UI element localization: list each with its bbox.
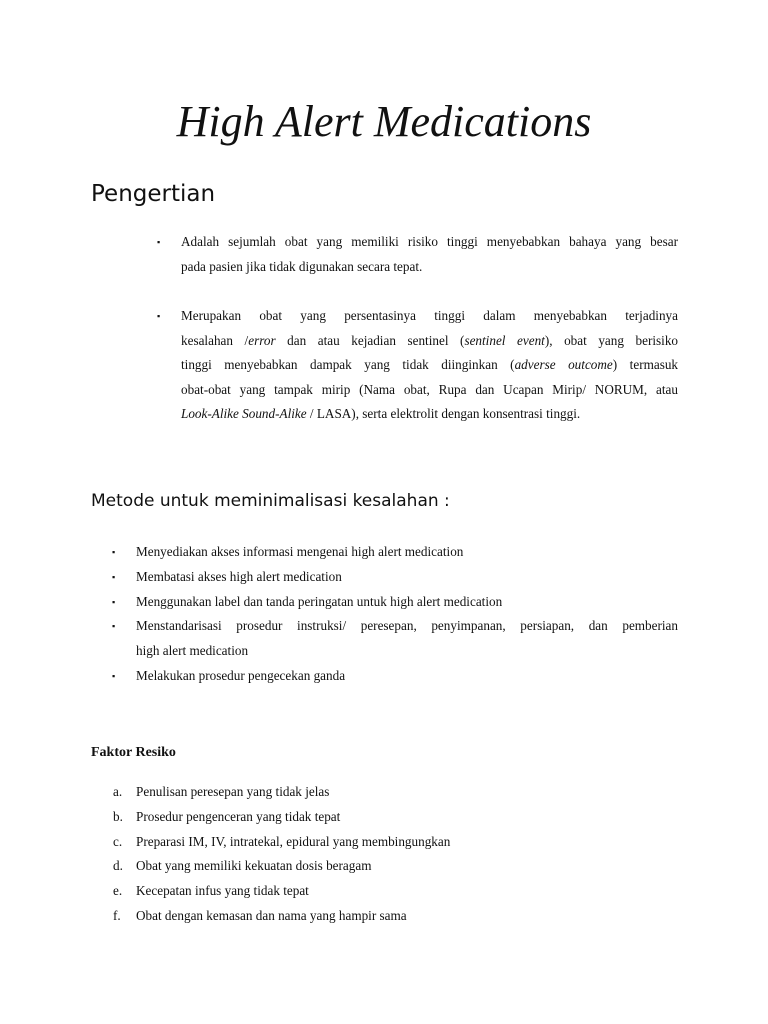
text-line: Adalah sejumlah obat yang memiliki risiko tinggi menyebabkan bahaya yang besar: [181, 234, 678, 249]
list-item-text: high alert medication: [136, 643, 249, 659]
list-item-text: Obat dengan kemasan dan nama yang hampir sama: [136, 907, 407, 923]
list-marker: c.: [113, 833, 123, 849]
list-item: [113, 780, 673, 805]
section-heading-pengertian: Pengertian: [91, 181, 216, 207]
definition-item: [157, 304, 679, 427]
list-marker: a.: [113, 784, 123, 799]
definition-item: [157, 230, 678, 279]
list-item: [112, 565, 678, 590]
list-item: [113, 830, 673, 855]
text-line: obat-obat yang tampak mirip (Nama obat, Rupa dan Ucapan Mirip/ NORUM, atau: [181, 381, 678, 397]
list-marker: f.: [113, 907, 121, 923]
text-run: ), obat yang berisiko: [544, 332, 679, 348]
list-item-text: Obat yang memiliki kekuatan dosis beragam: [136, 858, 372, 874]
square-bullet-icon: ▪: [157, 237, 161, 247]
list-item: [113, 904, 673, 929]
list-item-text: Prosedur pengenceran yang tidak tepat: [136, 808, 341, 824]
faktor-list: [113, 780, 673, 929]
square-bullet-icon: ▪: [112, 596, 116, 607]
section-heading-faktor: Faktor Resiko: [91, 745, 176, 760]
list-item-text: Menstandarisasi prosedur instruksi/ peresepan, penyimpanan, persiapan, dan pemberian: [136, 618, 678, 634]
square-bullet-icon: ▪: [112, 621, 116, 632]
text-run: ) termasuk: [612, 357, 679, 373]
list-item: [113, 854, 673, 879]
text-line: [181, 353, 678, 378]
section-heading-metode: Metode untuk meminimalisasi kesalahan :: [91, 491, 450, 511]
square-bullet-icon: ▪: [112, 571, 116, 582]
list-item: [112, 540, 678, 565]
list-item-text: Kecepatan infus yang tidak tepat: [136, 883, 309, 899]
square-bullet-icon: ▪: [112, 670, 116, 681]
metode-list: [112, 540, 678, 689]
list-marker: e.: [113, 883, 123, 899]
text-run-italic: Look-Alike Sound-Alike: [181, 406, 307, 422]
list-item: [112, 614, 678, 664]
text-run-italic: adverse outcome: [514, 357, 613, 373]
square-bullet-icon: ▪: [112, 547, 116, 557]
text-run: dan atau kejadian sentinel (: [275, 332, 465, 348]
list-item-text: Menggunakan label dan tanda peringatan untuk high alert medication: [136, 593, 503, 609]
text-run: kesalahan /: [181, 332, 249, 348]
list-item: [112, 590, 678, 615]
list-marker: b.: [113, 808, 123, 824]
text-line: Merupakan obat yang persentasinya tinggi dalam menyebabkan terjadinya: [181, 308, 678, 323]
text-run-italic: sentinel event: [464, 332, 545, 348]
text-line: pada pasien jika tidak digunakan secara tepat.: [181, 258, 423, 274]
square-bullet-icon: ▪: [157, 311, 161, 321]
text-run-italic: error: [248, 332, 276, 348]
list-item-text: Membatasi akses high alert medication: [136, 568, 342, 584]
list-marker: d.: [113, 858, 123, 874]
list-item-text: Menyediakan akses informasi mengenai high alert medication: [136, 544, 464, 559]
text-run: / LASA), serta elektrolit dengan konsentrasi tinggi.: [306, 406, 581, 422]
list-item-text: Penulisan peresepan yang tidak jelas: [136, 784, 330, 799]
text-run: tinggi menyebabkan dampak yang tidak diinginkan (: [181, 357, 515, 373]
document-title: High Alert Medications: [176, 97, 592, 146]
text-line: [181, 402, 678, 427]
list-item: [113, 879, 673, 904]
list-item-text: Melakukan prosedur pengecekan ganda: [136, 667, 346, 683]
list-item-text: Preparasi IM, IV, intratekal, epidural yang membingungkan: [136, 833, 451, 849]
list-item: [113, 805, 673, 830]
list-item: [112, 664, 678, 689]
text-line: [181, 329, 678, 354]
